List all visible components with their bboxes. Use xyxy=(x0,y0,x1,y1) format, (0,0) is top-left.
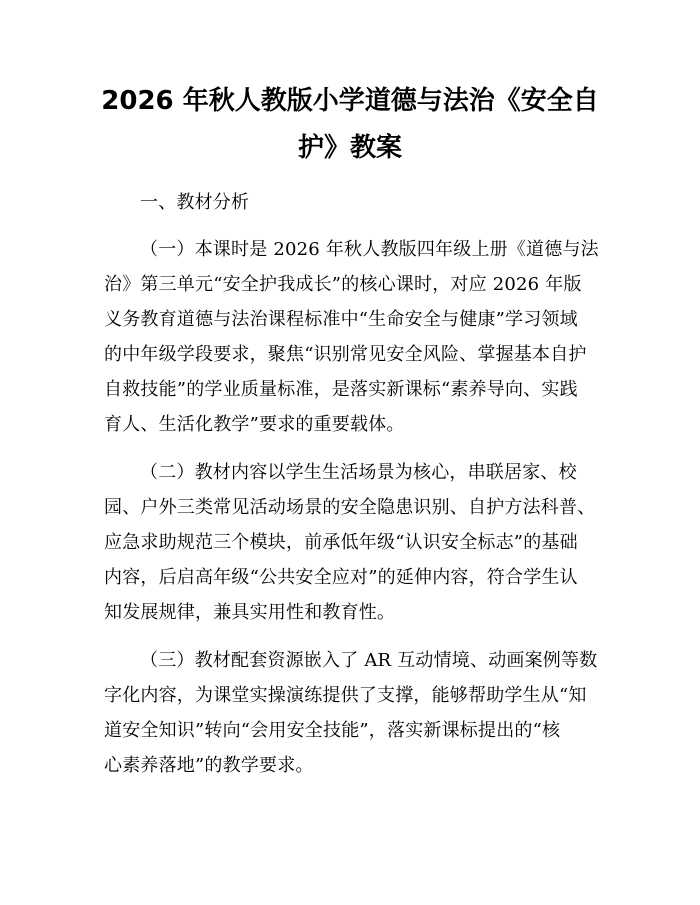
paragraph-1-line-6: 育人、生活化教学”要求的重要载体。 xyxy=(104,414,405,435)
paragraph-3-line-3: 道安全知识”转向“会用安全技能”，落实新课标提出的“核 xyxy=(104,720,561,741)
paragraph-1-line-5: 自救技能”的学业质量标准，是落实新课标“素养导向、实践 xyxy=(104,379,578,400)
paragraph-1-line-2: 治》第三单元“安全护我成长”的核心课时，对应 2026 年版 xyxy=(104,274,582,295)
document-title-line-2: 护》教案 xyxy=(297,133,402,163)
paragraph-2-line-2: 园、户外三类常见活动场景的安全隐患识别、自护方法科普、 xyxy=(104,497,596,518)
paragraph-2-line-5: 知发展规律，兼具实用性和教育性。 xyxy=(104,602,396,623)
paragraph-2-line-1: （二）教材内容以学生生活场景为核心，串联居家、校 xyxy=(140,462,577,483)
paragraph-1-line-3: 义务教育道德与法治课程标准中“生命安全与健康”学习领域 xyxy=(104,309,578,330)
paragraph-3-line-4: 心素养落地”的教学要求。 xyxy=(104,755,314,776)
paragraph-3-line-2: 字化内容，为课堂实操演练提供了支撑，能够帮助学生从“知 xyxy=(104,685,587,706)
paragraph-2-line-3: 应急求助规范三个模块，前承低年级“认识安全标志”的基础 xyxy=(104,532,578,553)
paragraph-3-line-1: （三）教材配套资源嵌入了 AR 互动情境、动画案例等数 xyxy=(140,650,598,671)
paragraph-1-line-4: 的中年级学段要求，聚焦“识别常见安全风险、掌握基本自护 xyxy=(104,344,587,365)
paragraph-2-line-4: 内容，后启高年级“公共安全应对”的延伸内容，符合学生认 xyxy=(104,567,578,588)
section-heading: 一、教材分析 xyxy=(140,192,250,213)
document-title-line-1: 2026 年秋人教版小学道德与法治《安全自 xyxy=(101,86,599,116)
paragraph-1-line-1: （一）本课时是 2026 年秋人教版四年级上册《道德与法 xyxy=(140,239,599,260)
